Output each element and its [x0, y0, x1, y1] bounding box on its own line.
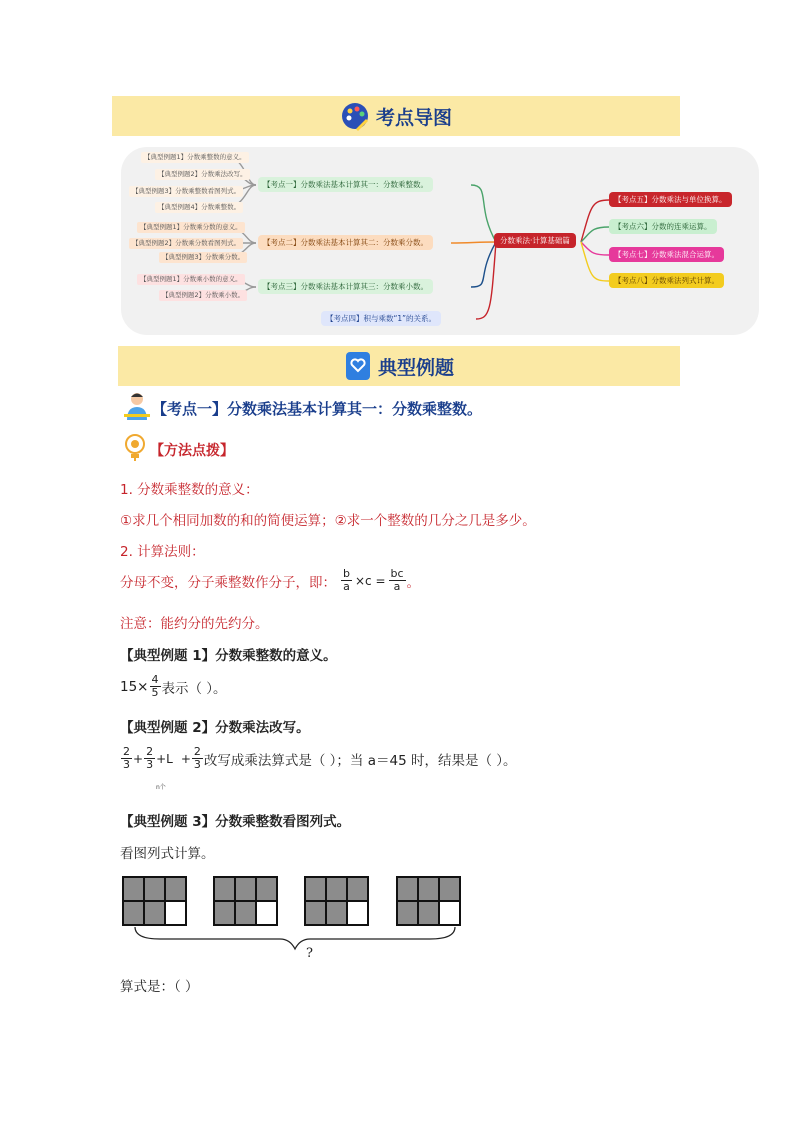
- banner-title: 考点导图: [375, 106, 452, 129]
- ex2-den-3: 3: [193, 758, 201, 771]
- ex2-plus-1: +: [133, 751, 144, 766]
- formula: [340, 568, 407, 593]
- heart-book-icon: [344, 351, 372, 381]
- banner-title: 典型例题: [377, 356, 454, 379]
- fraction-grid-3: [304, 876, 369, 926]
- rule-2: 2. 计算法则：: [120, 544, 205, 560]
- ex2-plus-3: +: [180, 751, 191, 766]
- ex2-num-1: 2: [123, 745, 130, 758]
- answer-line: 算式是：（ ）: [120, 979, 199, 995]
- mm-sub-2-1: 【典型例题1】分数乘分数的意义。: [137, 222, 245, 233]
- mm-topic-6: 【考点六】分数的连乘运算。: [609, 219, 717, 234]
- ex2-suffix: 改写成乘法算式是（ ）；当 a＝45 时，结果是（ ）。: [203, 752, 517, 769]
- formula-den2: a: [393, 580, 401, 593]
- brace-icon: [130, 925, 460, 953]
- mm-center: 分数乘法·计算基础篇: [494, 233, 576, 248]
- mm-sub-1-1: 【典型例题1】分数乘整数的意义。: [141, 152, 249, 163]
- formula-end: 。: [406, 574, 421, 591]
- student-icon: [122, 390, 152, 422]
- mm-topic-7: 【考点七】分数乘法混合运算。: [609, 247, 724, 262]
- mm-sub-3-1: 【典型例题1】分数乘小数的意义。: [137, 274, 245, 285]
- note: 注意：能约分的先约分。: [120, 616, 269, 632]
- example-1-question: [120, 674, 227, 699]
- mm-sub-2-3: 【典型例题3】分数乘分数。: [159, 252, 247, 263]
- rule-1: 1. 分数乘整数的意义：: [120, 482, 259, 498]
- mm-sub-2-2: 【典型例题2】分数乘分数看图列式。: [129, 238, 243, 249]
- example-3-instruction: 看图列式计算。: [120, 846, 215, 862]
- mm-topic-2: 【考点二】分数乘法基本计算其二：分数乘分数。: [258, 235, 433, 250]
- rule-2-text: 分母不变，分子乘整数作分子，即：: [120, 574, 336, 591]
- mind-map: [121, 147, 759, 335]
- example-2-question: [120, 746, 517, 771]
- formula-num2: bc: [390, 567, 404, 580]
- example-1-title: 【典型例题 1】分数乘整数的意义。: [120, 648, 337, 664]
- example-3-title: 【典型例题 3】分数乘整数看图列式。: [120, 814, 351, 830]
- mm-sub-1-2: 【典型例题2】分数乘法改写。: [155, 169, 250, 180]
- ex2-num-2: 2: [146, 745, 154, 758]
- formula-den1: a: [343, 580, 350, 593]
- mm-sub-1-3: 【典型例题3】分数乘整数看图列式。: [129, 186, 243, 197]
- ex1-suffix: 表示（ ）。: [161, 680, 227, 697]
- mm-sub-1-4: 【典型例题4】分数乘整数。: [155, 202, 243, 213]
- ex2-ellipsis: L: [166, 751, 173, 766]
- mm-sub-3-2: 【典型例题2】分数乘小数。: [159, 290, 247, 301]
- lightbulb-icon: [122, 432, 148, 462]
- ex2-den-2: 3: [146, 758, 154, 771]
- palette-icon: [340, 101, 370, 131]
- mm-topic-8: 【考点八】分数乘法列式计算。: [609, 273, 724, 288]
- mind-map-banner: [112, 96, 680, 136]
- mm-topic-4: 【考点四】积与乘数“1”的关系。: [321, 311, 441, 326]
- ex2-annot: n个: [156, 784, 166, 791]
- example-2-title: 【典型例题 2】分数乘法改写。: [120, 720, 310, 736]
- mm-topic-5: 【考点五】分数乘法与单位换算。: [609, 192, 732, 207]
- rule-1-detail: ①求几个相同加数的和的简便运算；②求一个整数的几分之几是多少。: [120, 513, 536, 529]
- rule-2-detail: [120, 568, 420, 593]
- fraction-grid-4: [396, 876, 461, 926]
- examples-banner: [118, 346, 680, 386]
- ex2-den-1: 3: [123, 758, 130, 771]
- fraction-grid-1: [122, 876, 187, 926]
- ex2-plus-2: +: [156, 751, 167, 766]
- ex1-prefix: 15×: [120, 678, 149, 695]
- section-title: 【考点一】分数乘法基本计算其一：分数乘整数。: [152, 400, 483, 418]
- ex1-den: 5: [151, 686, 159, 699]
- ex2-num-3: 2: [193, 745, 201, 758]
- formula-mul: ×c =: [354, 573, 386, 588]
- mm-topic-3: 【考点三】分数乘法基本计算其三：分数乘小数。: [258, 279, 433, 294]
- method-label: 【方法点拨】: [150, 443, 234, 459]
- question-mark: ?: [306, 946, 313, 961]
- ex1-num: 4: [151, 673, 159, 686]
- fraction-grid-2: [213, 876, 278, 926]
- formula-num1: b: [343, 567, 350, 580]
- mm-topic-1: 【考点一】分数乘法基本计算其一：分数乘整数。: [258, 177, 433, 192]
